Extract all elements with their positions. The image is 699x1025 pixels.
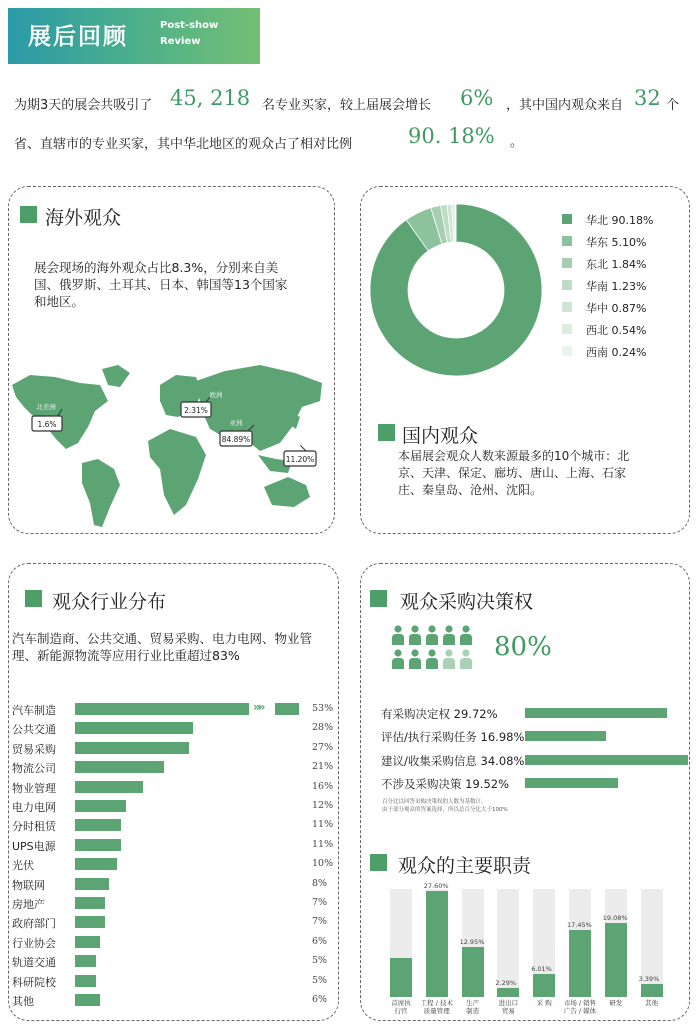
region-donut-chart	[368, 202, 544, 378]
industry-label: 房地产	[12, 898, 45, 911]
purchase-title: 观众采购决策权	[400, 591, 534, 613]
banner-title: 展后回顾	[28, 24, 128, 50]
industry-bar	[75, 897, 105, 909]
purchase-label: 不涉及采购决策 19.52%	[381, 776, 510, 791]
roles-title: 观众的主要职责	[398, 855, 532, 877]
callout-value: 1.6%	[37, 420, 57, 429]
title-marker	[370, 854, 387, 871]
intro-north-share-number: 90. 18%	[408, 124, 495, 148]
industry-bar	[75, 858, 117, 870]
industry-bar	[75, 819, 121, 831]
person-icon	[392, 649, 404, 669]
person-icon	[392, 625, 404, 645]
role-value: 12.95%	[459, 938, 485, 947]
role-bar	[533, 974, 555, 997]
industry-percent: 53%	[312, 703, 334, 714]
legend-label: 华北 90.18%	[586, 214, 654, 227]
legend-label: 西南 0.24%	[586, 346, 647, 359]
role-label: 市场 / 销售 广告 / 媒体	[563, 999, 597, 1015]
person-icon	[409, 625, 421, 645]
intro-text: 个	[666, 98, 680, 113]
person-icon	[443, 649, 455, 669]
role-label: 首席执 行官	[391, 999, 411, 1015]
industry-bar	[75, 742, 189, 754]
role-label: 生产 制造	[466, 999, 480, 1015]
industry-bar	[75, 800, 126, 812]
industry-label: 政府部门	[12, 917, 56, 931]
industry-bar	[75, 878, 109, 890]
intro-text: 为期3天的展会共吸引了	[14, 98, 153, 113]
callout-region: 港澳台	[282, 440, 302, 448]
purchase-bar	[525, 755, 688, 765]
industry-bar	[75, 761, 164, 773]
purchase-label: 建议/收集采购信息 34.08%	[381, 753, 525, 768]
callout-value: 11.20%	[285, 455, 315, 464]
industry-percent: 21%	[312, 761, 334, 773]
purchase-label: 评估/执行采购任务 16.98%	[381, 730, 525, 745]
intro-growth-number: 6%	[460, 86, 494, 110]
person-icon	[460, 649, 472, 669]
industry-label: 贸易采购	[12, 742, 56, 756]
legend-swatch	[562, 214, 572, 224]
industry-label: 物流公司	[12, 762, 56, 776]
industry-label: 光伏	[12, 859, 34, 873]
domestic-description: 本届展会观众人数来源最多的10个城市：北京、天津、保定、廊坊、唐山、上海、石家庄、秦皇岛、沧州、沈阳。	[398, 449, 630, 497]
role-label: 工程 / 技术 质量管理	[420, 999, 453, 1015]
industry-label: 轨道交通	[12, 956, 56, 970]
overseas-description: 展会现场的海外观众占比8.3%，分别来自美国、俄罗斯、土耳其、日本、韩国等13个国家和地区。	[34, 260, 288, 309]
legend-swatch	[562, 258, 572, 268]
title-marker	[20, 206, 37, 223]
callout-region: 亚洲	[229, 419, 243, 427]
industry-percent: 11%	[312, 819, 334, 831]
purchase-note: 百分比以回答采购决策权的人数为基数计，	[382, 799, 487, 805]
intro-text: 。	[510, 135, 524, 150]
industry-bar	[75, 994, 100, 1006]
industry-label: 汽车制造	[12, 704, 56, 717]
purchase-bar	[525, 778, 618, 788]
industry-percent: 8%	[312, 877, 328, 889]
role-bar	[569, 930, 591, 997]
role-bar	[390, 958, 412, 997]
title-marker	[378, 424, 395, 441]
purchase-bar	[525, 731, 606, 741]
intro-provinces-number: 32	[634, 86, 661, 110]
industry-percent: 27%	[312, 741, 334, 753]
industry-percent: 10%	[312, 858, 334, 870]
role-label: 进出口 贸易	[498, 999, 519, 1015]
callout-region: 欧洲	[209, 391, 223, 399]
role-label: 其他	[645, 999, 659, 1007]
intro-text: 省、直辖市的专业买家，其中华北地区的观众占了相对比例	[14, 137, 353, 152]
role-bar	[497, 988, 519, 997]
industry-bar	[275, 703, 299, 715]
role-value: 17.45%	[567, 920, 592, 929]
role-bar	[605, 923, 627, 997]
intro-text: ，其中国内观众来自	[506, 98, 624, 113]
role-label: 研发	[609, 999, 623, 1007]
legend-label: 东北 1.84%	[586, 258, 647, 271]
industry-bar	[75, 936, 100, 948]
role-value: 3.39%	[638, 974, 660, 983]
role-value: 2.29%	[495, 979, 517, 988]
purchase-big-percent: 80%	[494, 632, 552, 662]
title-marker	[370, 590, 387, 607]
industry-percent: 6%	[312, 994, 328, 1005]
title-marker	[25, 590, 42, 607]
purchase-bar	[525, 708, 667, 718]
callout-value: 2.31%	[184, 406, 208, 415]
industry-percent: 5%	[312, 974, 328, 986]
industry-title: 观众行业分布	[52, 591, 167, 613]
banner-subtitle: Post-show	[160, 20, 219, 31]
industry-label: 科研院校	[12, 975, 56, 989]
person-icon	[426, 625, 438, 645]
overseas-title: 海外观众	[45, 207, 122, 229]
industry-percent: 28%	[312, 722, 334, 734]
legend-swatch	[562, 236, 572, 246]
legend-label: 华中 0.87%	[586, 302, 647, 315]
callout-region: 北美洲	[36, 403, 56, 411]
person-icon	[443, 625, 455, 645]
industry-label: 电力电网	[12, 801, 56, 814]
legend-swatch	[562, 324, 572, 334]
person-icon	[426, 649, 438, 669]
purchase-note: 由于部分观众的答案选择，所以总百分比大于100%	[382, 807, 508, 813]
role-bar	[426, 891, 448, 997]
banner-subtitle: Review	[160, 36, 201, 47]
industry-percent: 7%	[312, 916, 328, 928]
domestic-title: 国内观众	[402, 425, 479, 447]
role-bar	[641, 984, 663, 997]
industry-percent: 12%	[312, 800, 334, 811]
industry-percent: 6%	[312, 935, 328, 947]
role-bar	[462, 947, 484, 997]
legend-swatch	[562, 346, 572, 356]
legend-swatch	[562, 302, 572, 312]
purchase-label: 有采购决定权 29.72%	[381, 707, 498, 721]
role-label: 采 购	[536, 999, 552, 1007]
industry-bar	[75, 916, 105, 928]
break-arrow-icon: »»	[253, 700, 263, 714]
industry-bar	[75, 955, 96, 967]
role-value: 27.60%	[423, 881, 449, 890]
industry-label: 公共交通	[12, 723, 56, 737]
intro-visitors-number: 45, 218	[170, 86, 251, 110]
legend-label: 华南 1.23%	[586, 280, 647, 293]
person-icon	[409, 649, 421, 669]
industry-percent: 5%	[312, 955, 328, 967]
legend-swatch	[562, 280, 572, 290]
industry-description: 汽车制造商、公共交通、贸易采购、电力电网、物业管理、新能源物流等应用行业比重超过83%	[12, 631, 313, 663]
industry-bar	[75, 703, 249, 715]
people-icon-grid	[390, 624, 480, 672]
donut-slice-6	[455, 204, 456, 242]
industry-bar	[75, 722, 193, 734]
legend-label: 西北 0.54%	[586, 324, 647, 337]
industry-bar	[75, 839, 121, 851]
industry-label: 分时租赁	[12, 820, 56, 834]
role-value: 19.08%	[602, 914, 628, 923]
callout-value: 84.89%	[221, 435, 251, 444]
industry-percent: 11%	[312, 838, 334, 850]
role-value: 6.01%	[531, 964, 552, 973]
legend-label: 华东 5.10%	[586, 236, 647, 249]
industry-label: 其他	[12, 995, 34, 1008]
industry-label: 行业协会	[12, 936, 56, 950]
person-icon	[460, 625, 472, 645]
industry-label: UPS电源	[12, 839, 56, 853]
world-map	[10, 345, 330, 530]
industry-label: 物联网	[12, 878, 45, 892]
industry-percent: 16%	[312, 780, 334, 792]
industry-label: 物业管理	[12, 781, 56, 795]
industry-bar	[75, 975, 96, 987]
industry-bar	[75, 781, 143, 793]
industry-percent: 7%	[312, 897, 328, 908]
intro-text: 名专业买家，较上届展会增长	[262, 98, 432, 113]
